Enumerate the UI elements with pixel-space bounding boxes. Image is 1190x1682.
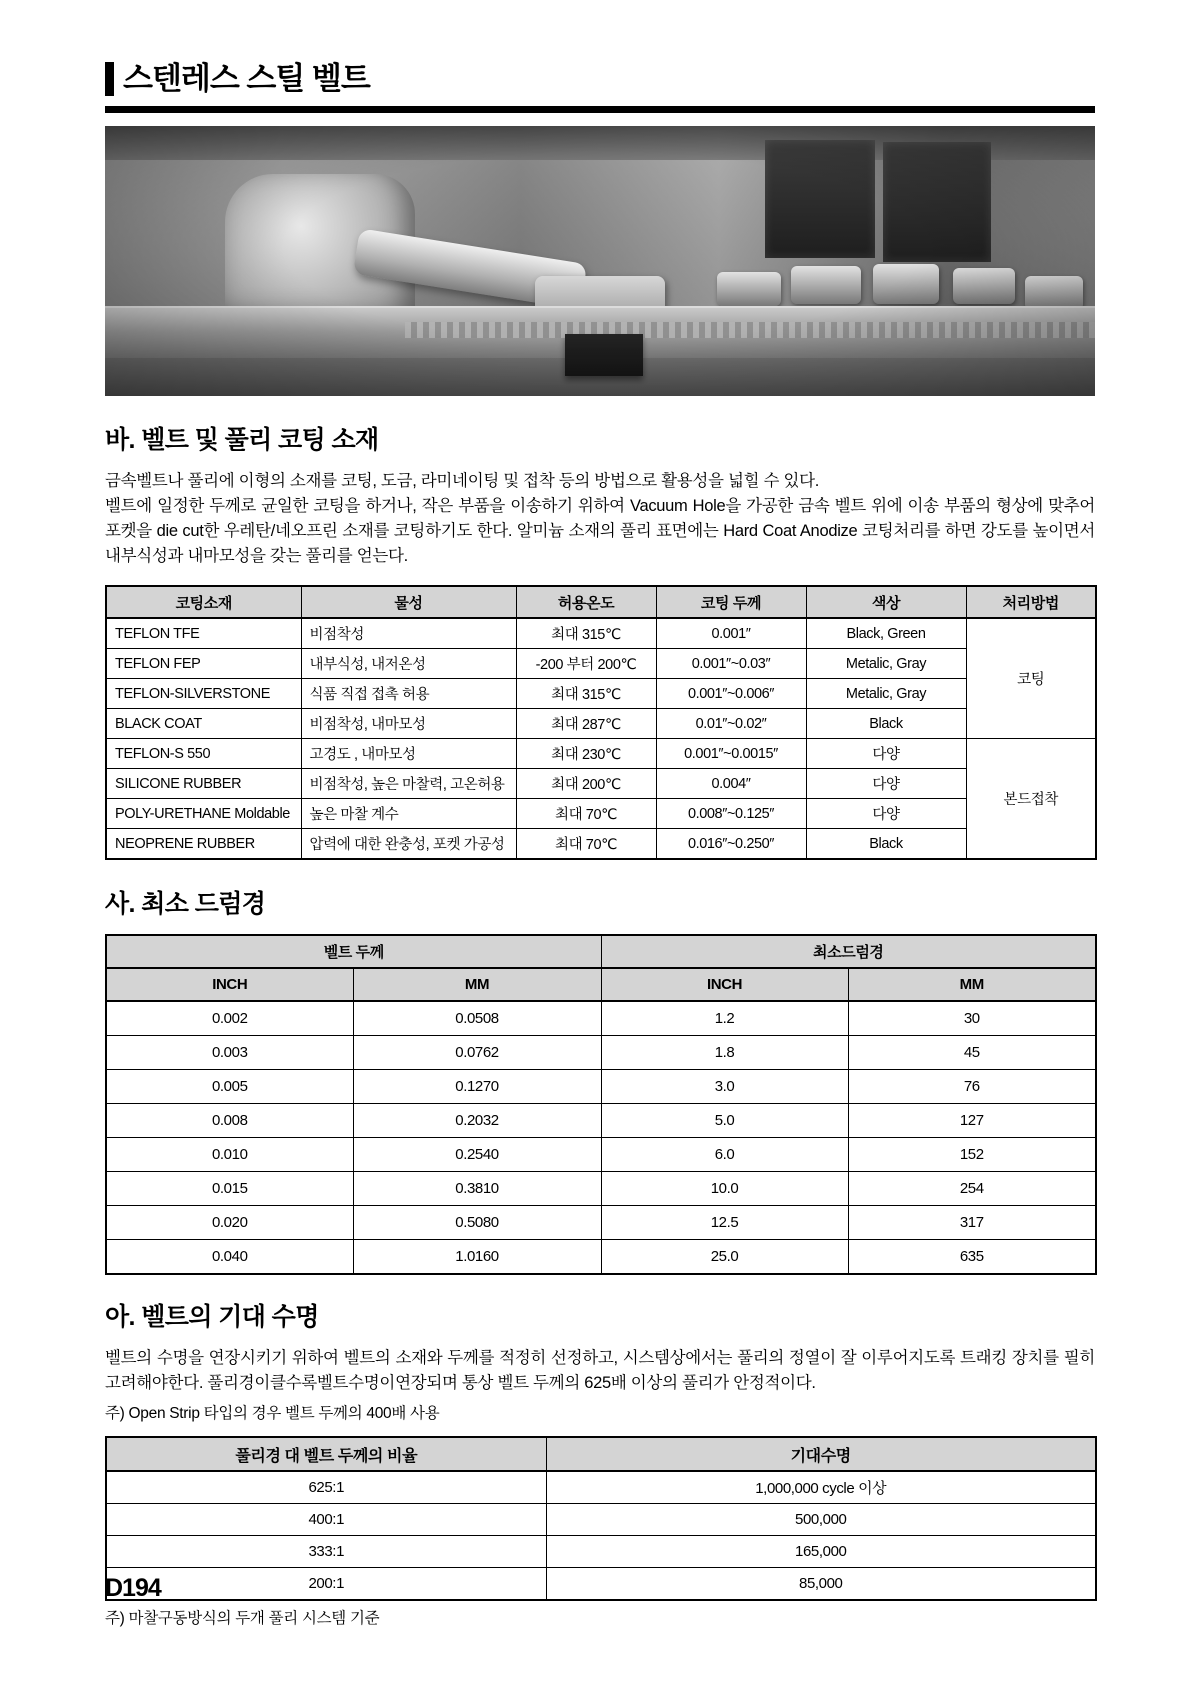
drum-table-sub-header-row	[106, 968, 1096, 1001]
table-row	[106, 679, 1096, 709]
coating-cell-material: TEFLON FEP	[106, 649, 301, 679]
life-th-lifespan: 기대수명	[546, 1437, 1096, 1471]
table-row	[106, 1471, 1096, 1504]
drum-cell-drum-mm: 45	[848, 1036, 1096, 1070]
page-content	[105, 0, 1095, 1631]
life-cell-ratio: 400:1	[106, 1504, 546, 1536]
life-cell-lifespan: 165,000	[546, 1536, 1096, 1568]
life-cell-lifespan: 500,000	[546, 1504, 1096, 1536]
drum-cell-thickness-inch: 0.002	[106, 1001, 353, 1036]
drum-cell-thickness-mm: 0.5080	[353, 1206, 601, 1240]
drum-cell-thickness-inch: 0.040	[106, 1240, 353, 1275]
coating-cell-color: Metalic, Gray	[806, 679, 966, 709]
table-row	[106, 739, 1096, 769]
coating-cell-material: TEFLON TFE	[106, 618, 301, 649]
coating-cell-thickness: 0.01″~0.02″	[656, 709, 806, 739]
coating-cell-material: TEFLON-SILVERSTONE	[106, 679, 301, 709]
drum-th-drum-inch: INCH	[601, 968, 848, 1001]
coating-cell-property: 압력에 대한 완충성, 포켓 가공성	[301, 829, 516, 860]
coating-cell-temp: 최대 230℃	[516, 739, 656, 769]
life-cell-ratio: 625:1	[106, 1471, 546, 1504]
coating-cell-color: Black	[806, 829, 966, 860]
drum-cell-thickness-inch: 0.020	[106, 1206, 353, 1240]
drum-cell-drum-inch: 12.5	[601, 1206, 848, 1240]
coating-cell-temp: 최대 287℃	[516, 709, 656, 739]
coating-th-method: 처리방법	[966, 586, 1096, 618]
photo-vignette	[105, 126, 1095, 396]
coating-th-temp: 허용온도	[516, 586, 656, 618]
coating-th-property: 물성	[301, 586, 516, 618]
coating-cell-property: 고경도 , 내마모성	[301, 739, 516, 769]
life-cell-ratio: 200:1	[106, 1568, 546, 1601]
drum-cell-drum-inch: 1.2	[601, 1001, 848, 1036]
drum-cell-thickness-inch: 0.003	[106, 1036, 353, 1070]
coating-cell-temp: 최대 70℃	[516, 799, 656, 829]
section-heading-sa: 사. 최소 드럼경	[105, 890, 266, 918]
coating-cell-thickness: 0.001″	[656, 618, 806, 649]
life-cell-lifespan: 85,000	[546, 1568, 1096, 1601]
table-row	[106, 769, 1096, 799]
section-ba-paragraph-2: 벨트에 일정한 두께로 균일한 코팅을 하거나, 작은 부품을 이송하기 위하여 Vacuum Hole을 가공한 금속 벨트 위에 이송 부품의 형상에 맞추어 포켓을 die cut한 우레탄/네오프린 소재를 코팅하기도 한다. 알미늄 소재의 풀리 표면에는 Hard Coat Anodize 코팅처리를 하면 강도를 높이면서 내부식성과 내마모성을 갖는 풀리를 얻는다.	[105, 497, 1095, 565]
coating-cell-material: TEFLON-S 550	[106, 739, 301, 769]
drum-th-min-drum: 최소드럼경	[601, 935, 1096, 968]
chapter-title-text: 스텐레스 스틸 벨트	[123, 61, 370, 96]
table-row	[106, 618, 1096, 649]
drum-cell-thickness-mm: 0.2540	[353, 1138, 601, 1172]
drum-cell-thickness-mm: 0.3810	[353, 1172, 601, 1206]
table-row	[106, 1138, 1096, 1172]
table-row	[106, 1036, 1096, 1070]
drum-cell-drum-mm: 152	[848, 1138, 1096, 1172]
table-row	[106, 1206, 1096, 1240]
drum-cell-drum-inch: 5.0	[601, 1104, 848, 1138]
drum-cell-thickness-inch: 0.005	[106, 1070, 353, 1104]
drum-cell-drum-mm: 127	[848, 1104, 1096, 1138]
drum-cell-drum-inch: 25.0	[601, 1240, 848, 1275]
coating-cell-material: NEOPRENE RUBBER	[106, 829, 301, 860]
coating-cell-method: 본드접착	[966, 739, 1096, 860]
drum-cell-drum-mm: 254	[848, 1172, 1096, 1206]
page-number-footer: D194	[105, 1574, 161, 1602]
coating-cell-method: 코팅	[966, 618, 1096, 739]
coating-th-material: 코팅소재	[106, 586, 301, 618]
drum-cell-thickness-inch: 0.008	[106, 1104, 353, 1138]
coating-cell-temp: 최대 315℃	[516, 679, 656, 709]
drum-cell-thickness-mm: 0.1270	[353, 1070, 601, 1104]
coating-cell-color: 다양	[806, 799, 966, 829]
coating-cell-thickness: 0.001″~0.03″	[656, 649, 806, 679]
drum-cell-thickness-inch: 0.015	[106, 1172, 353, 1206]
section-heading-ah: 아. 벨트의 기대 수명	[105, 1303, 319, 1331]
section-ah-note-top: 주) Open Strip 타입의 경우 벨트 두께의 400배 사용	[105, 1405, 440, 1422]
expected-life-table	[105, 1436, 1097, 1601]
coating-cell-property: 내부식성, 내저온성	[301, 649, 516, 679]
coating-cell-thickness: 0.008″~0.125″	[656, 799, 806, 829]
life-cell-ratio: 333:1	[106, 1536, 546, 1568]
life-th-ratio: 풀리경 대 벨트 두께의 비율	[106, 1437, 546, 1471]
drum-cell-thickness-mm: 1.0160	[353, 1240, 601, 1275]
coating-cell-temp: 최대 315℃	[516, 618, 656, 649]
table-row	[106, 1240, 1096, 1275]
coating-cell-thickness: 0.001″~0.006″	[656, 679, 806, 709]
coating-cell-property: 비점착성, 높은 마찰력, 고온허용	[301, 769, 516, 799]
drum-th-thickness-mm: MM	[353, 968, 601, 1001]
table-row	[106, 829, 1096, 860]
coating-cell-property: 높은 마찰 계수	[301, 799, 516, 829]
coating-cell-property: 식품 직접 접촉 허용	[301, 679, 516, 709]
table-row	[106, 709, 1096, 739]
coating-cell-material: POLY-URETHANE Moldable	[106, 799, 301, 829]
section-heading-ba: 바. 벨트 및 풀리 코팅 소재	[105, 426, 379, 454]
chapter-heading	[105, 62, 1095, 96]
drum-cell-drum-mm: 635	[848, 1240, 1096, 1275]
coating-cell-thickness: 0.001″~0.0015″	[656, 739, 806, 769]
drum-th-drum-mm: MM	[848, 968, 1096, 1001]
drum-cell-drum-mm: 76	[848, 1070, 1096, 1104]
drum-cell-thickness-inch: 0.010	[106, 1138, 353, 1172]
coating-cell-property: 비점착성, 내마모성	[301, 709, 516, 739]
drum-cell-drum-mm: 30	[848, 1001, 1096, 1036]
drum-cell-thickness-mm: 0.0762	[353, 1036, 601, 1070]
table-row	[106, 1536, 1096, 1568]
coating-cell-color: Black	[806, 709, 966, 739]
drum-cell-thickness-mm: 0.2032	[353, 1104, 601, 1138]
table-row	[106, 1104, 1096, 1138]
drum-table-group-header-row	[106, 935, 1096, 968]
hero-photo	[105, 126, 1095, 396]
coating-th-color: 색상	[806, 586, 966, 618]
section-ba-paragraph-1: 금속벨트나 풀리에 이형의 소재를 코팅, 도금, 라미네이팅 및 접착 등의 방법으로 활용성을 넓힐 수 있다.	[105, 472, 820, 490]
chapter-divider-rule	[105, 106, 1095, 113]
coating-cell-thickness: 0.004″	[656, 769, 806, 799]
coating-cell-material: SILICONE RUBBER	[106, 769, 301, 799]
coating-cell-color: 다양	[806, 769, 966, 799]
drum-cell-drum-inch: 3.0	[601, 1070, 848, 1104]
table-row	[106, 799, 1096, 829]
chapter-number-bar	[105, 62, 114, 96]
coating-cell-property: 비점착성	[301, 618, 516, 649]
table-row	[106, 1568, 1096, 1601]
coating-cell-temp: 최대 70℃	[516, 829, 656, 860]
drum-cell-drum-inch: 10.0	[601, 1172, 848, 1206]
table-row	[106, 1001, 1096, 1036]
table-row	[106, 1172, 1096, 1206]
coating-th-thickness: 코팅 두께	[656, 586, 806, 618]
drum-cell-drum-inch: 6.0	[601, 1138, 848, 1172]
section-ah-paragraph: 벨트의 수명을 연장시키기 위하여 벨트의 소재와 두께를 적정히 선정하고, 시스템상에서는 풀리의 정열이 잘 이루어지도록 트래킹 장치를 필히 고려해야한다. 풀리경이클수록벨트수명이연장되며 통상 벨트 두께의 625배 이상의 풀리가 안정적이다.	[105, 1349, 1095, 1392]
life-cell-lifespan: 1,000,000 cycle 이상	[546, 1471, 1096, 1504]
table-row	[106, 1070, 1096, 1104]
coating-cell-temp: -200 부터 200℃	[516, 649, 656, 679]
coating-cell-color: 다양	[806, 739, 966, 769]
drum-th-thickness-inch: INCH	[106, 968, 353, 1001]
section-ah-note-bottom: 주) 마찰구동방식의 두개 풀리 시스템 기준	[105, 1610, 380, 1627]
life-table-header-row	[106, 1437, 1096, 1471]
coating-cell-color: Metalic, Gray	[806, 649, 966, 679]
minimum-drum-diameter-table	[105, 934, 1097, 1275]
drum-cell-drum-inch: 1.8	[601, 1036, 848, 1070]
drum-th-belt-thickness: 벨트 두께	[106, 935, 601, 968]
coating-cell-color: Black, Green	[806, 618, 966, 649]
coating-material-table	[105, 585, 1097, 860]
coating-table-header-row	[106, 586, 1096, 618]
coating-cell-temp: 최대 200℃	[516, 769, 656, 799]
coating-cell-thickness: 0.016″~0.250″	[656, 829, 806, 860]
table-row	[106, 1504, 1096, 1536]
coating-cell-material: BLACK COAT	[106, 709, 301, 739]
drum-cell-drum-mm: 317	[848, 1206, 1096, 1240]
table-row	[106, 649, 1096, 679]
drum-cell-thickness-mm: 0.0508	[353, 1001, 601, 1036]
